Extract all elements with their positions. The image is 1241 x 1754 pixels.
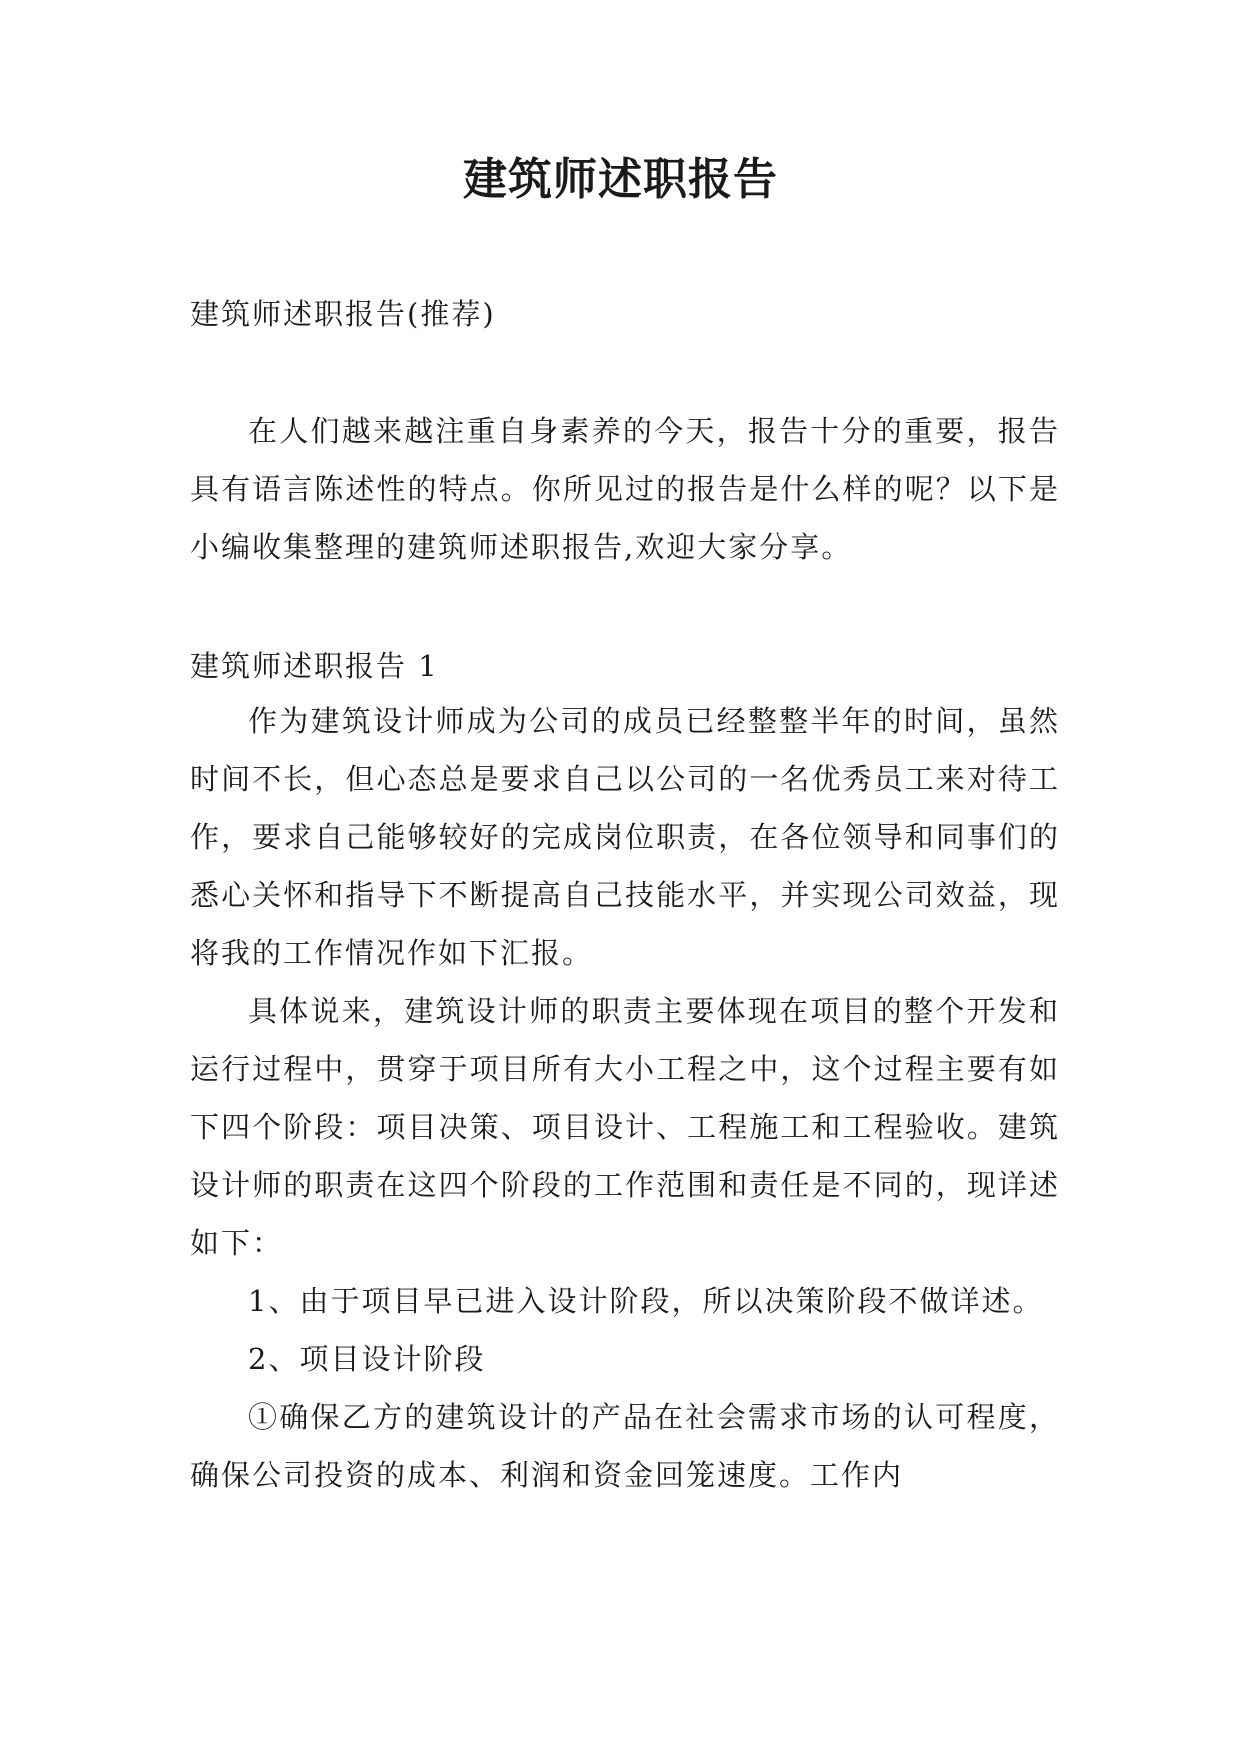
section-heading-text: 建筑师述职报告 1 <box>190 649 439 683</box>
intro-paragraph: 在人们越来越注重自身素养的今天，报告十分的重要，报告具有语言陈述性的特点。你所见过的报告是什么样的呢？以下是小编收集整理的建筑师述职报告,欢迎大家分享。 <box>190 414 1060 564</box>
body-paragraph: 2、项目设计阶段 <box>248 1342 486 1376</box>
body-paragraph: 作为建筑设计师成为公司的成员已经整整半年的时间，虽然时间不长，但心态总是要求自己以公司的一名优秀员工来对待工作，要求自己能够较好的完成岗位职责，在各位领导和同事们的悉心关怀和指导下不断提高自己技能水平，并实现公司效益，现将我的工作情况作如下汇报。 <box>190 704 1060 970</box>
body-paragraph: ①确保乙方的建筑设计的产品在社会需求市场的认可程度，确保公司投资的成本、利润和资金回笼速度。工作内 <box>190 1400 1060 1492</box>
subtitle-text: 建筑师述职报告(推荐) <box>190 297 496 331</box>
section-content <box>190 692 1060 1504</box>
body-paragraph: 具体说来，建筑设计师的职责主要体现在项目的整个开发和运行过程中，贯穿于项目所有大小工程之中，这个过程主要有如下四个阶段：项目决策、项目设计、工程施工和工程验收。建筑设计师的职责在这四个阶段的工作范围和责任是不同的，现详述如下： <box>190 994 1060 1260</box>
document-subtitle <box>190 285 1060 343</box>
body-paragraph: 1、由于项目早已进入设计阶段，所以决策阶段不做详述。 <box>248 1284 1044 1318</box>
document-title: 建筑师述职报告 <box>463 154 778 205</box>
section-heading <box>190 637 1060 695</box>
intro-block <box>190 402 1060 576</box>
